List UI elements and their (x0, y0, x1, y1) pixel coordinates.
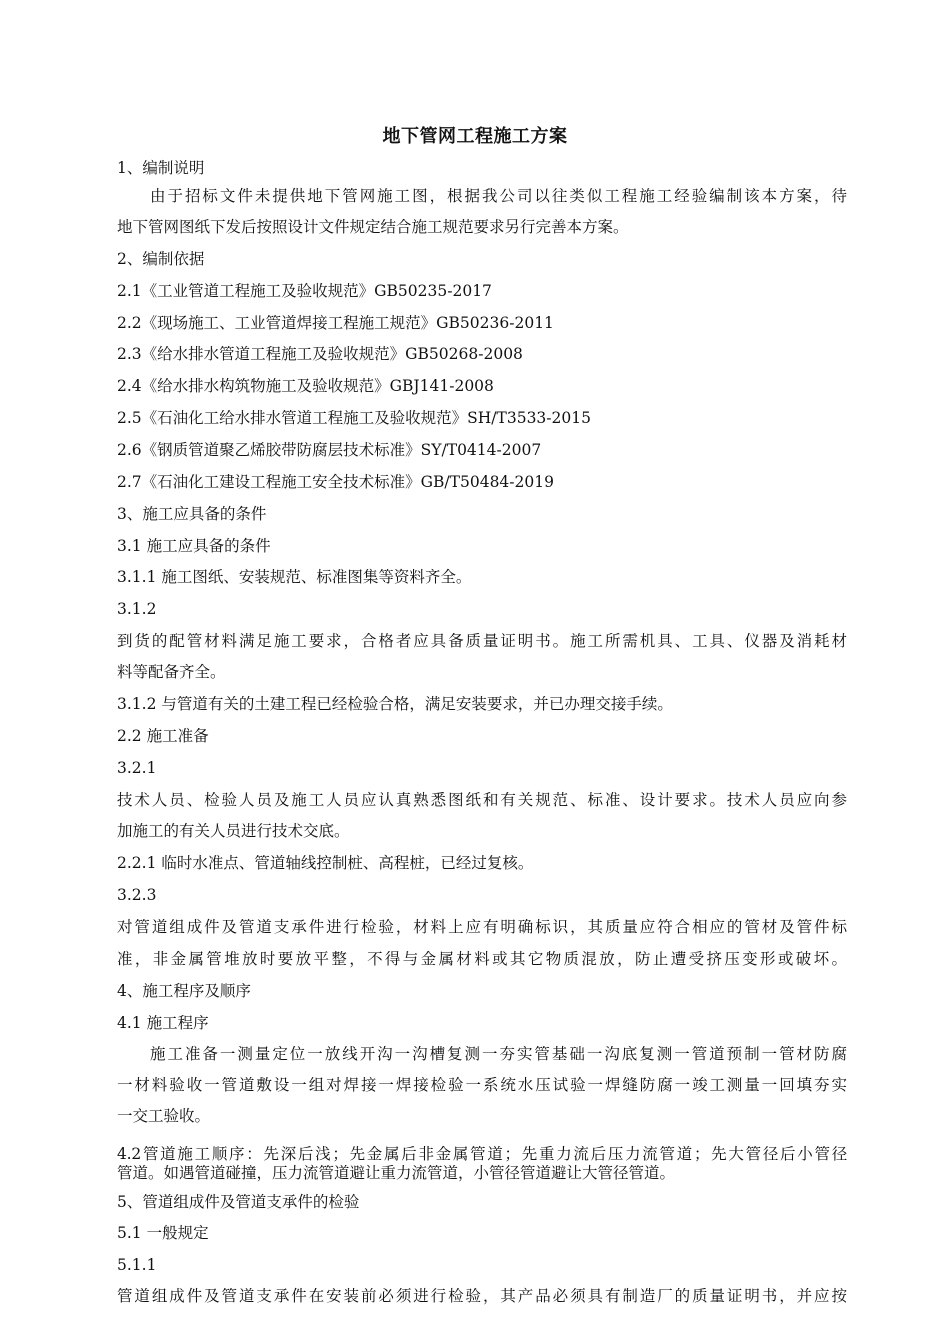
subsection-heading: 3.1 施工应具备的条件 (117, 537, 271, 555)
clause-number: 5.1.1 (117, 1256, 157, 1274)
paragraph-line: 加施工的有关人员进行技术交底。 (117, 822, 350, 840)
document-title: 地下管网工程施工方案 (382, 126, 568, 147)
subsection-heading: 2.2 施工准备 (117, 727, 209, 745)
section-heading-3: 3、施工应具备的条件 (117, 505, 267, 523)
reference-item: 2.6《钢质管道聚乙烯胶带防腐层技术标准》SY/T0414-2007 (117, 441, 542, 459)
reference-item: 2.3《给水排水管道工程施工及验收规范》GB50268-2008 (117, 345, 523, 363)
section-heading-4: 4、施工程序及顺序 (117, 982, 251, 1000)
paragraph-line: 一材料验收一管道敷设一组对焊接一焊接检验一系统水压试验一焊缝防腐一竣工测量一回填夯实 (117, 1076, 847, 1094)
clause-number: 3.2.1 (117, 759, 157, 777)
clause-number: 3.2.3 (117, 886, 157, 904)
section-heading-5: 5、管道组成件及管道支承件的检验 (117, 1193, 360, 1211)
reference-item: 2.7《石油化工建设工程施工安全技术标准》GB/T50484-2019 (117, 473, 554, 491)
paragraph-line: 2.2.1 临时水准点、管道轴线控制桩、高程桩，已经过复核。 (117, 854, 534, 872)
paragraph-line: 3.1.2 与管道有关的土建工程已经检验合格，满足安装要求，并已办理交接手续。 (117, 695, 673, 713)
paragraph-line: 管道组成件及管道支承件在安装前必须进行检验，其产品必须具有制造厂的质量证明书，并应按 (117, 1287, 847, 1305)
subsection-heading: 4.1 施工程序 (117, 1014, 209, 1032)
paragraph-line: 3.1.1 施工图纸、安装规范、标准图集等资料齐全。 (117, 568, 472, 586)
paragraph-line: 准，非金属管堆放时要放平整，不得与金属材料或其它物质混放，防止遭受挤压变形或破坏。 (117, 950, 847, 968)
reference-item: 2.2《现场施工、工业管道焊接工程施工规范》GB50236-2011 (117, 314, 554, 332)
paragraph-line: 一交工验收。 (117, 1107, 211, 1125)
reference-item: 2.5《石油化工给水排水管道工程施工及验收规范》SH/T3533-2015 (117, 409, 591, 427)
paragraph-line: 到货的配管材料满足施工要求，合格者应具备质量证明书。施工所需机具、工具、仪器及消耗材 (117, 632, 847, 650)
clause-number: 3.1.2 (117, 600, 157, 618)
reference-item: 2.1《工业管道工程施工及验收规范》GB50235-2017 (117, 282, 492, 300)
paragraph-line: 技术人员、检验人员及施工人员应认真熟悉图纸和有关规范、标准、设计要求。技术人员应向参 (117, 791, 847, 809)
paragraph-line: 料等配备齐全。 (117, 663, 226, 681)
paragraph-line: 由于招标文件未提供地下管网施工图，根据我公司以往类似工程施工经验编制该本方案，待 (150, 187, 847, 205)
section-heading-1: 1、编制说明 (117, 159, 205, 177)
paragraph-line: 4.2管道施工顺序：先深后浅；先金属后非金属管道；先重力流后压力流管道；先大管径后小管径 (117, 1145, 847, 1163)
paragraph-line: 施工准备一测量定位一放线开沟一沟槽复测一夯实管基础一沟底复测一管道预制一管材防腐 (150, 1045, 847, 1063)
paragraph-line: 管道。如遇管道碰撞，压力流管道避让重力流管道，小管径管道避让大管径管道。 (117, 1164, 676, 1182)
section-heading-2: 2、编制依据 (117, 250, 205, 268)
reference-item: 2.4《给水排水构筑物施工及验收规范》GBJ141-2008 (117, 377, 494, 395)
paragraph-line: 地下管网图纸下发后按照设计文件规定结合施工规范要求另行完善本方案。 (117, 218, 629, 236)
paragraph-line: 对管道组成件及管道支承件进行检验，材料上应有明确标识，其质量应符合相应的管材及管件标 (117, 918, 847, 936)
subsection-heading: 5.1 一般规定 (117, 1224, 209, 1242)
